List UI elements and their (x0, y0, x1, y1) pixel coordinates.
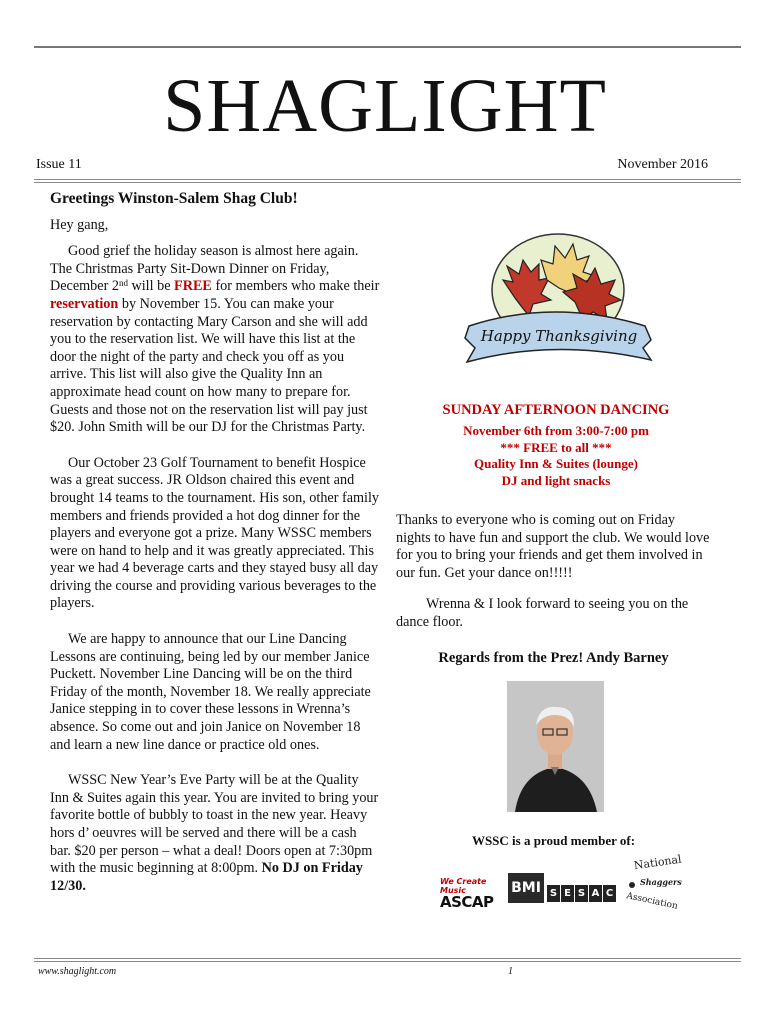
svg-text:Association: Association (625, 891, 679, 912)
president-signoff: Regards from the Prez! Andy Barney (438, 650, 669, 666)
svg-text:National: National (633, 853, 683, 873)
ascap-logo: We Create Music ASCAP (440, 877, 494, 911)
reservation-highlight: reservation (50, 295, 119, 312)
top-rule (34, 46, 741, 48)
right-column (396, 512, 711, 646)
thanksgiving-leaves-banner-icon (455, 228, 660, 393)
no-dj-note: No DJ on Friday 12/30. (50, 860, 363, 894)
svg-text:Happy Thanksgiving: Happy Thanksgiving (480, 327, 638, 345)
footer-website: www.shaglight.com (38, 966, 117, 977)
free-highlight: FREE (174, 278, 212, 295)
friday-thanks-paragraph: Thanks to everyone who is coming out on Friday nights to have fun and support the club. We would love for you to bring your friends and get them involved in our fun. Get your dance on!!!!! (396, 512, 710, 581)
national-shaggers-association-logo (620, 853, 686, 913)
issue-date: November 2016 (617, 157, 708, 172)
dancing-time: November 6th from 3:00-7:00 pm (463, 423, 649, 438)
sunday-dancing-box (400, 402, 712, 489)
left-column (50, 190, 380, 913)
dancing-price: *** FREE to all *** (500, 439, 612, 455)
header-rule (34, 179, 741, 180)
christmas-party-paragraph: Good grief the holiday season is almost here again. The Christmas Party Sit-Down Dinner on Friday, December 2nd will be FREE for members who make their reservation by November 15. You can make your reservation by contacting Mary Carson and she will add you to the reservation list. We will have this list at the door the night of the party and check you off as you arrive. This list will also give the Quality Inn an approximate head count on how many to prepare for. Guests and those not on the reservation list will pay just $20. John Smith will be our DJ for the Christmas Party. (50, 243, 380, 436)
issue-number: Issue 11 (36, 157, 82, 172)
dancing-heading: SUNDAY AFTERNOON DANCING (442, 402, 670, 418)
masthead-title: SHAGLIGHT (163, 64, 607, 148)
dancing-venue: Quality Inn & Suites (lounge) (474, 456, 638, 471)
salutation: Hey gang, (50, 216, 109, 233)
line-dancing-paragraph: We are happy to announce that our Line Dancing Lessons are continuing, being led by our member Janice Puckett. November Line Dancing will be on the third Friday of the month, November 18. We really appreciate Janice stepping in to cover these lessons in Wrenna’s absence. So come out and join Janice on November 18 and learn a new line dance or practice old ones. (50, 631, 371, 753)
bmi-logo: BMI (508, 873, 544, 903)
sesac-logo: S E S A C (547, 885, 616, 902)
golf-tournament-paragraph: Our October 23 Golf Tournament to benefit Hospice was a great success. JR Oldson chaired this event and brought 14 teams to the tournament. His son, other family members and friends provided a hot dog dinner for the players and everyone got a prize. Many WSSC members were on hand to help and it was greatly appreciated. This year we had 4 beverage carts and they stayed busy all day driving the course and providing various beverages to the players. (50, 454, 380, 612)
dancing-extras: DJ and light snacks (501, 472, 611, 488)
footer-rule (34, 958, 741, 959)
new-years-paragraph: WSSC New Year’s Eve Party will be at the Quality Inn & Suites again this year. You are invited to bring your favorite bottle of bubbly to toast in the new year. Heavy hors d’ oeuvres will be served and there will be a cash bar. $20 per person – what a deal! Doors open at 7:30pm with the music beginning at 8:00pm. No DJ on Friday 12/30. (50, 772, 379, 894)
svg-text:Shaggers: Shaggers (640, 877, 682, 887)
header-rule-2 (34, 182, 741, 183)
membership-logos (436, 853, 686, 913)
president-photo (507, 681, 604, 812)
ordinal-suffix: nd (118, 278, 128, 289)
greeting-heading: Greetings Winston-Salem Shag Club! (50, 190, 298, 207)
footer-rule-2 (34, 961, 741, 962)
page-number: 1 (508, 966, 513, 977)
dance-floor-paragraph: Wrenna & I look forward to seeing you on the dance floor. (396, 596, 689, 630)
membership-caption: WSSC is a proud member of: (471, 833, 636, 848)
